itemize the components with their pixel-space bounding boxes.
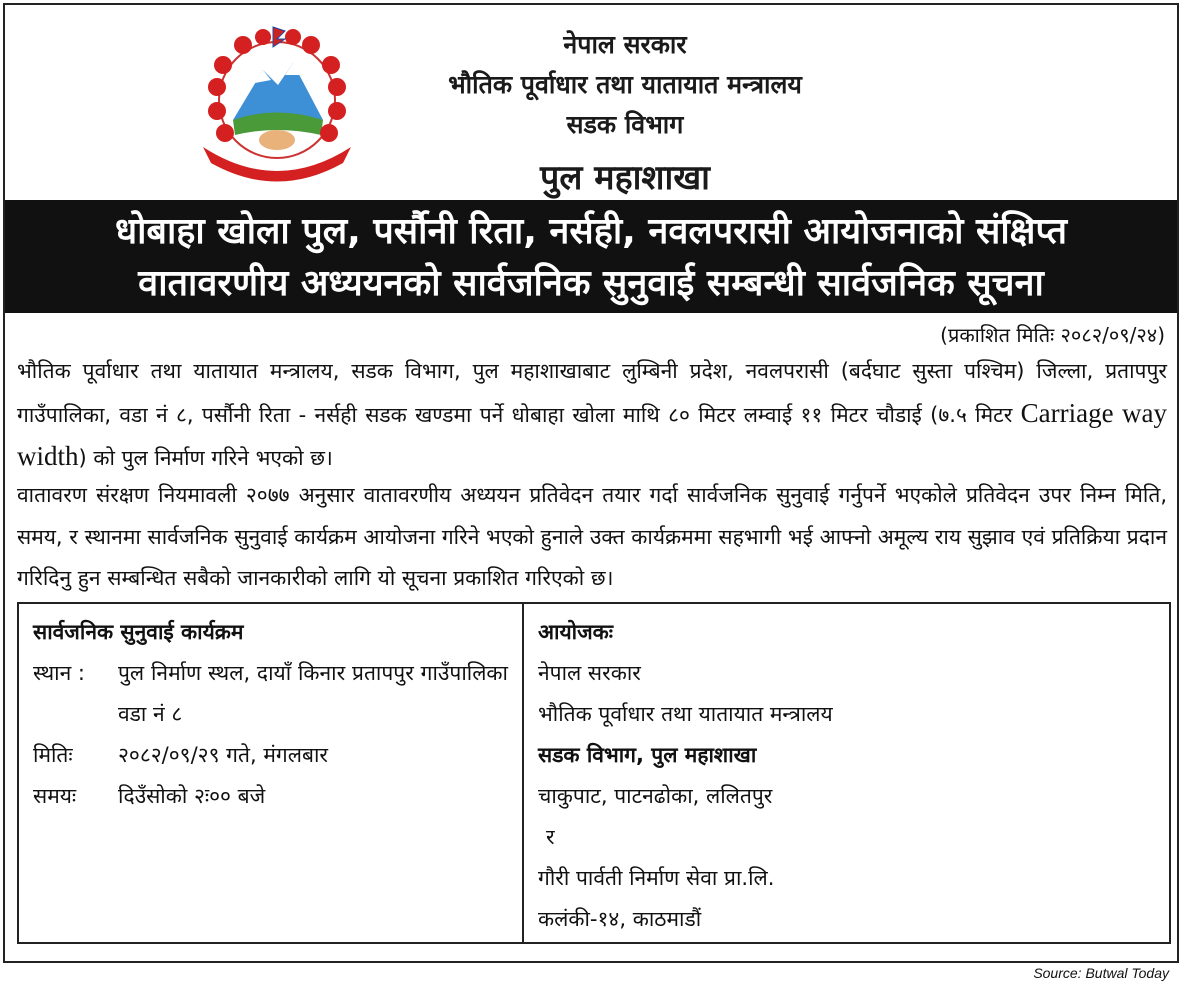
ministry-name: भौतिक पूर्वाधार तथा यातायात मन्त्रालय bbox=[448, 70, 802, 99]
paragraph-2: वातावरण संरक्षण नियमावली २०७७ अनुसार वातावरणीय अध्ययन प्रतिवेदन तयार गर्दा सार्वजनिक सुनुवाई गर्नुपर्ने भएकोले प्रतिवेदन उपर निम्न मिति, समय, र स्थानमा सार्वजनिक सुनुवाई कार्यक्रम आयोजना गरिने भएको हुनाले उक्त कार्यक्रममा सहभागी भई आफ्नो अमूल्य राय सुझाव एवं प्रतिक्रिया प्रदान गरिदिनु हुन सम्बन्धित सबैको जानकारीको लागि यो सूचना प्रकाशित गरिएको छ। bbox=[17, 483, 1167, 590]
paragraph-1 bbox=[17, 351, 1167, 480]
time-label: समयः bbox=[33, 784, 77, 808]
published-date: (प्रकाशित मितिः २०८२/०९/२४) bbox=[940, 323, 1165, 347]
title-line-2: वातावरणीय अध्ययनको सार्वजनिक सुनुवाई सम्बन्धी सार्वजनिक सूचना bbox=[138, 263, 1044, 304]
organizer-line: सडक विभाग, पुल महाशाखा bbox=[538, 743, 757, 767]
title-line-1: धोबाहा खोला पुल, पर्सौनी रिता, नर्सही, नवलपरासी आयोजनाको संक्षिप्त bbox=[114, 211, 1068, 252]
hearing-row-venue bbox=[33, 653, 508, 735]
organizer-line: चाकुपाट, पाटनढोका, ललितपुर bbox=[538, 784, 773, 808]
hearing-details bbox=[19, 604, 524, 942]
division-name: पुल महाशाखा bbox=[540, 158, 710, 198]
hearing-row-time bbox=[33, 776, 508, 817]
organizer-line: नेपाल सरकार bbox=[538, 661, 641, 685]
source-credit: Source: Butwal Today bbox=[1033, 965, 1169, 981]
paragraph-1-part1: भौतिक पूर्वाधार तथा यातायात मन्त्रालय, सडक विभाग, पुल महाशाखाबाट लुम्बिनी प्रदेश, नवलपरासी (बर्दघाट सुस्ता पश्चिम) जिल्ला, प्रतापपुर गाउँपालिका, वडा नं ८, पर्सौनी रिता - नर्सही सडक खण्डमा पर्ने धोबाहा खोला माथि ८० मिटर लम्वाई ११ मिटर चौडाई (७.५ मिटर bbox=[17, 359, 1167, 427]
organizer-heading: आयोजकः bbox=[538, 620, 614, 644]
organizer-details bbox=[524, 604, 1169, 942]
hearing-heading: सार्वजनिक सुनुवाई कार्यक्रम bbox=[33, 620, 244, 644]
organizer-line: गौरी पार्वती निर्माण सेवा प्रा.लि. bbox=[538, 866, 775, 890]
time-value: दिउँसोको २ः०० बजे bbox=[118, 784, 266, 808]
paragraph-1-part2: ) को पुल निर्माण गरिने भएको छ। bbox=[78, 446, 333, 470]
hearing-row-date bbox=[33, 735, 508, 776]
organizer-line: भौतिक पूर्वाधार तथा यातायात मन्त्रालय bbox=[538, 702, 833, 726]
organizer-line: र bbox=[546, 825, 555, 849]
notice-title bbox=[5, 200, 1177, 313]
details-table bbox=[17, 602, 1171, 944]
department-name: सडक विभाग bbox=[566, 110, 684, 139]
organizer-line: कलंकी-१४, काठमाडौं bbox=[538, 907, 702, 931]
notice-header bbox=[5, 5, 1177, 200]
notice-frame bbox=[3, 3, 1179, 963]
venue-label: स्थान : bbox=[33, 661, 86, 685]
paragraph-1-english: Carriage way width bbox=[17, 397, 1167, 471]
government-name: नेपाल सरकार bbox=[563, 30, 687, 59]
date-label: मितिः bbox=[33, 743, 73, 767]
date-value: २०८२/०९/२९ गते, मंगलबार bbox=[118, 743, 328, 767]
venue-value: पुल निर्माण स्थल, दायाँ किनार प्रतापपुर गाउँपालिका वडा नं ८ bbox=[118, 661, 508, 726]
